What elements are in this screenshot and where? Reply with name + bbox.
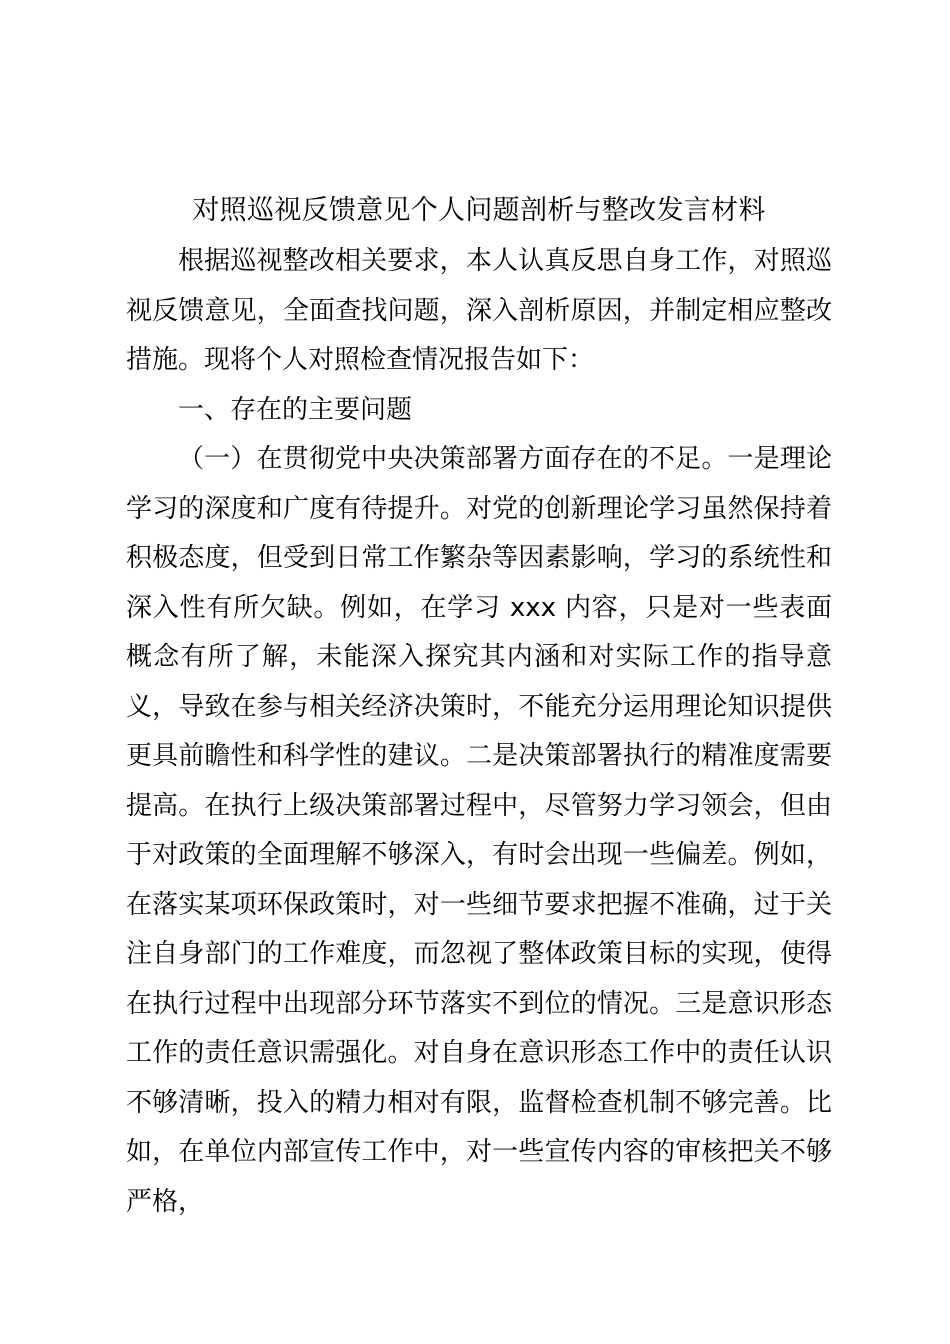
intro-paragraph: 根据巡视整改相关要求，本人认真反思自身工作，对照巡视反馈意见，全面查找问题，深入剖析原因，并制定相应整改措施。现将个人对照检查情况报告如下： xyxy=(126,246,832,375)
document-page xyxy=(126,185,832,1227)
body-paragraph: （一）在贯彻党中央决策部署方面存在的不足。一是理论学习的深度和广度有待提升。对党的创新理论学习虽然保持着积极态度，但受到日常工作繁杂等因素影响，学习的系统性和深入性有所欠缺。例如，在学习 xxx 内容，只是对一些表面概念有所了解，未能深入探究其内涵和对实际工作的指导意义，导致在参与相关经济决策时，不能充分运用理论知识提供更具前瞻性和科学性的建议。二是决策部署执行的精准度需要提高。在执行上级决策部署过程中，尽管努力学习领会，但由于对政策的全面理解不够深入，有时会出现一些偏差。例如，在落实某项环保政策时，对一些细节要求把握不准确，过于关注自身部门的工作难度，而忽视了整体政策目标的实现，使得在执行过程中出现部分环节落实不到位的情况。三是意识形态工作的责任意识需强化。对自身在意识形态工作中的责任认识不够清晰，投入的精力相对有限，监督检查机制不够完善。比如，在单位内部宣传工作中，对一些宣传内容的审核把关不够严格， xyxy=(126,444,832,1217)
document-title: 对照巡视反馈意见个人问题剖析与整改发言材料 xyxy=(192,195,766,226)
section-heading: 一、存在的主要问题 xyxy=(178,394,413,425)
